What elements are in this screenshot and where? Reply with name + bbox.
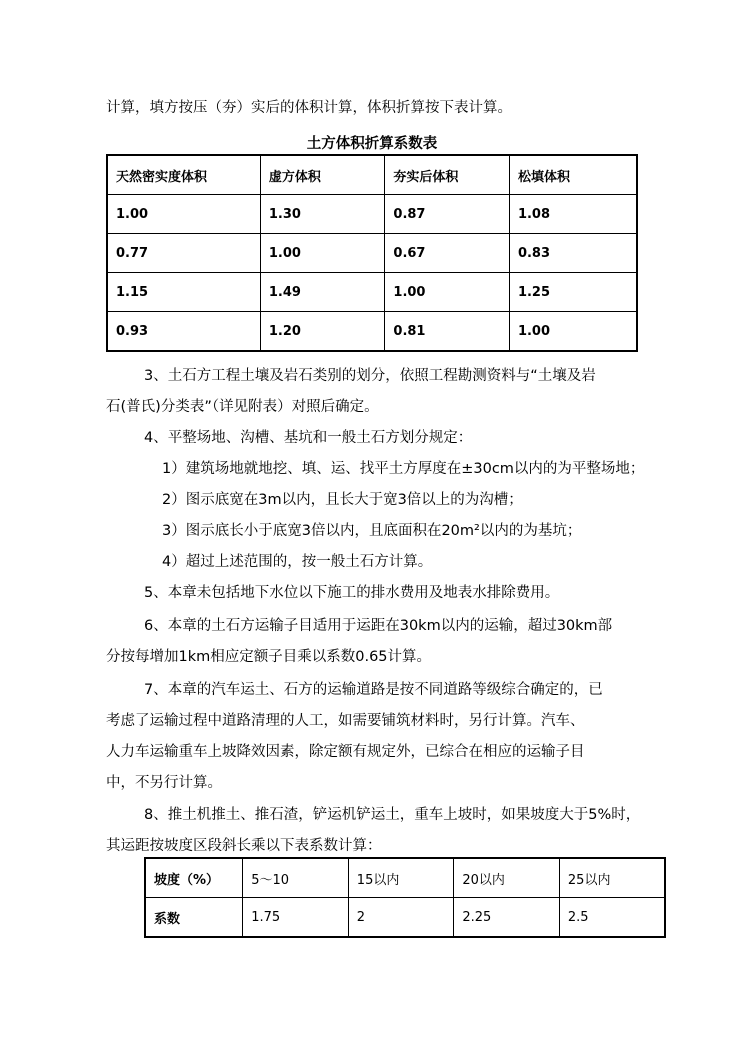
table-cell: 2 [348,898,454,938]
paragraph-6-line-1: 6、本章的土石方运输子目适用于运距在30km以内的运输，超过30km部 [144,618,613,634]
table-cell: 0.93 [107,312,260,352]
table-cell: 1.00 [260,234,385,273]
table-cell: 0.81 [385,312,510,352]
table-cell: 1.00 [107,195,260,234]
table-cell: 0.87 [385,195,510,234]
table-row [145,898,665,938]
paragraph-4: 4、平整场地、沟槽、基坑和一般土石方划分规定： [144,430,473,446]
table-cell: 25以内 [559,858,665,898]
table-cell: 1.25 [509,273,637,312]
intro-line: 计算，填方按压（夯）实后的体积计算，体积折算按下表计算。 [106,100,512,116]
table-row [107,195,637,234]
table-cell: 系数 [145,898,243,938]
header-cell: 天然密实度体积 [107,155,260,195]
paragraph-8-line-2: 其运距按坡度区段斜长乘以下表系数计算： [106,838,382,854]
paragraph-4-item-3: 3）图示底长小于底宽3倍以内，且底面积在20m²以内的为基坑； [162,523,582,539]
table-cell: 0.67 [385,234,510,273]
table-row [107,234,637,273]
table-cell: 1.15 [107,273,260,312]
header-cell: 虚方体积 [260,155,385,195]
volume-conversion-table [106,154,638,352]
table-header-row [107,155,637,195]
paragraph-7-line-2: 考虑了运输过程中道路清理的人工，如需要铺筑材料时，另行计算。汽车、 [106,713,585,729]
paragraph-4-item-2: 2）图示底宽在3m以内，且长大于宽3倍以上的为沟槽； [162,492,523,508]
table-cell: 1.49 [260,273,385,312]
table-row [107,312,637,352]
table-cell: 坡度（%） [145,858,243,898]
table-cell: 15以内 [348,858,454,898]
table-cell: 1.20 [260,312,385,352]
table-cell: 20以内 [454,858,560,898]
paragraph-4-item-4: 4）超过上述范围的，按一般土石方计算。 [162,554,433,570]
table-cell: 1.08 [509,195,637,234]
header-cell: 夯实后体积 [385,155,510,195]
table-row [145,858,665,898]
table-cell: 0.77 [107,234,260,273]
paragraph-3-line-2: 石(普氏)分类表”（详见附表）对照后确定。 [106,399,379,415]
table1-title: 土方体积折算系数表 [306,136,438,152]
table-cell: 1.00 [385,273,510,312]
paragraph-3-line-1: 3、土石方工程土壤及岩石类别的划分，依照工程勘测资料与“土壤及岩 [144,368,596,384]
paragraph-6-line-2: 分按每增加1km相应定额子目乘以系数0.65计算。 [106,649,432,665]
paragraph-7-line-4: 中，不另行计算。 [106,775,222,791]
paragraph-7-line-3: 人力车运输重车上坡降效因素，除定额有规定外，已综合在相应的运输子目 [106,744,585,760]
table-cell: 1.30 [260,195,385,234]
paragraph-4-item-1: 1）建筑场地就地挖、填、运、找平土方厚度在±30cm以内的为平整场地； [162,461,645,477]
table-cell: 1.75 [243,898,349,938]
paragraph-7-line-1: 7、本章的汽车运土、石方的运输道路是按不同道路等级综合确定的，已 [144,682,603,698]
header-cell: 松填体积 [509,155,637,195]
table-row [107,273,637,312]
slope-coefficient-table [144,857,666,938]
table-cell: 0.83 [509,234,637,273]
paragraph-8-line-1: 8、推土机推土、推石渣，铲运机铲运土，重车上坡时，如果坡度大于5%时， [144,807,641,823]
table-cell: 1.00 [509,312,637,352]
table-cell: 2.5 [559,898,665,938]
table-cell: 5～10 [243,858,349,898]
table-cell: 2.25 [454,898,560,938]
paragraph-5: 5、本章未包括地下水位以下施工的排水费用及地表水排除费用。 [144,585,560,601]
